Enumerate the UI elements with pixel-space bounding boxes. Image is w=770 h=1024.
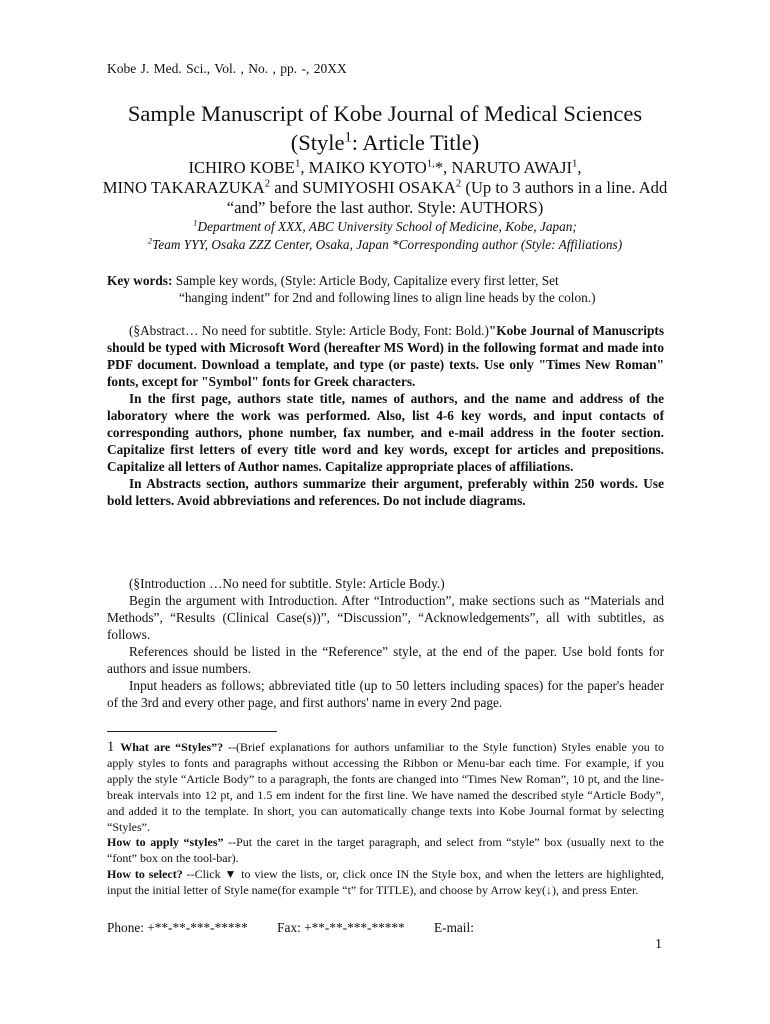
affiliation-mark: 1 [193, 217, 198, 228]
introduction-section [107, 575, 664, 711]
footer-phone: Phone: +**-**-***-***** [107, 920, 248, 935]
introduction-paragraph: Input headers as follows; abbreviated title (up to 50 letters including spaces) for the paper's header of the 3rd and every other page, and first authors' name in every 2nd page. [107, 678, 664, 710]
footnote-paragraph [107, 867, 664, 899]
author-separator: , [577, 158, 582, 177]
title-line-1: Sample Manuscript of Kobe Journal of Medical Sciences [127, 101, 643, 126]
title-line-2-suffix: : Article Title) [351, 130, 480, 155]
introduction-paragraph: Begin the argument with Introduction. After “Introduction”, make sections such as “Materials and Methods”, “Results (Clinical Case(s))”, “Discussion”, “Acknowledgements”, all with subtitles, as follows. [107, 593, 664, 642]
keywords-text: Sample key words, (Style: Article Body, Capitalize every first letter, Set [172, 273, 559, 288]
author-name: MINO TAKARAZUKA [102, 178, 265, 197]
author-affil-mark: 1 [294, 157, 301, 170]
author-affil-mark: 1, [426, 157, 435, 170]
affiliation-1 [90, 218, 680, 236]
footnote-paragraph [107, 740, 664, 835]
keywords-text-hanging: “hanging indent” for 2nd and following lines to align line heads by the colon.) [179, 290, 596, 305]
footer-email: E-mail: [434, 920, 474, 935]
author-affil-mark: 2 [455, 177, 462, 190]
author-affil-mark: 1 [571, 157, 578, 170]
footnote [107, 740, 664, 899]
author-affil-mark: 2 [264, 177, 271, 190]
footnote-question: How to apply “styles” [107, 835, 224, 850]
footnote-number: 1 [107, 739, 115, 755]
footnote-answer: --(Brief explanations for authors unfamiliar to the Style function) Styles enable you to apply styles to fonts and paragraphs without accessing the Ribbon or Menu-bar each time. For example, if you apply the style “Article Body” to a paragraph, the fonts are changed into “Times New Roman”, 10 pt, and the line-break intervals into 12 pt, and 1.5 em indent for the first line. We have named the described style “Article Body”, and added it to the template. In short, you can automatically change texts into Kobe Journal format by selecting “Styles”. [107, 740, 665, 834]
author-name: ICHIRO KOBE [188, 158, 295, 177]
title-footnote-mark: 1 [344, 129, 352, 146]
footnote-paragraph [107, 835, 664, 867]
abstract-paragraph: In Abstracts section, authors summarize their argument, preferably within 250 words. Use bold letters. Avoid abbreviations and references. Do not include diagrams. [107, 476, 664, 508]
journal-reference: Kobe J. Med. Sci., Vol. , No. , pp. -, 20XX [107, 61, 347, 76]
footnote-answer: --Click ▼ to view the lists, or, click once IN the Style box, and when the letters are highlighted, input the initial letter of Style name(for example “t” for TITLE), and choose by Arrow key(↓), and press Enter. [107, 867, 664, 898]
introduction-lead: (§Introduction …No need for subtitle. Style: Article Body.) [129, 576, 445, 591]
author-style-note: (Up to 3 authors in a line. Add “and” before the last author. Style: AUTHORS) [226, 178, 668, 217]
footnote-answer: --Put the caret in the target paragraph, and select from “style” box (usually next to the “font” box on the tool-bar). [107, 835, 664, 866]
footer-fax: Fax: +**-**-***-***** [277, 920, 405, 935]
footnote-question: What are “Styles”? [120, 740, 224, 754]
author-name: , MAIKO KYOTO [300, 158, 427, 177]
abstract-paragraph [107, 322, 664, 390]
keywords-label: Key words: [107, 273, 173, 288]
abstract-paragraph: In the first page, authors state title, names of authors, and the name and address of the laboratory where the work was performed. Also, list 4-6 key words, and input contacts of corresponding authors, phone number, fax number, and e-mail address in the footer section. Capitalize first letters of every title word and key words, except for articles and prepositions. Capitalize all letters of Author names. Capitalize appropriate places of affiliations. [107, 391, 664, 474]
abstract-lead: (§Abstract… No need for subtitle. Style: Article Body, Font: Bold.) [129, 323, 489, 338]
page-footer [107, 920, 500, 936]
footnote-question: How to select? [107, 867, 183, 882]
affiliation-text: Team YYY, Osaka ZZZ Center, Osaka, Japan *Corresponding author (Style: Affiliations) [152, 237, 623, 252]
title-line-2-prefix: (Style [290, 130, 345, 155]
abstract-text: "Kobe Journal of Manuscripts should be typed with Microsoft Word (hereafter MS Word) in the following format and made into PDF document. Download a template, and type (or paste) texts. Use only "Times New Roman" fonts, except for "Symbol" fonts for Greek characters. [107, 323, 664, 389]
affiliation-mark: 2 [147, 235, 153, 246]
affiliation-text: Department of XXX, ABC University School of Medicine, Kobe, Japan; [197, 219, 577, 234]
introduction-paragraph: References should be listed in the “Reference” style, at the end of the paper. Use bold fonts for authors and issue numbers. [107, 644, 664, 676]
footnote-separator [107, 731, 277, 732]
author-list [96, 158, 674, 218]
page-number: 1 [655, 937, 662, 952]
abstract-section [107, 322, 664, 509]
author-name: *, NARUTO AWAJI [434, 158, 572, 177]
author-name: and SUMIYOSHI OSAKA [270, 178, 456, 197]
affiliation-2 [90, 236, 680, 254]
keywords-section [107, 272, 664, 306]
article-title [80, 99, 690, 157]
title-line-2 [80, 128, 690, 157]
